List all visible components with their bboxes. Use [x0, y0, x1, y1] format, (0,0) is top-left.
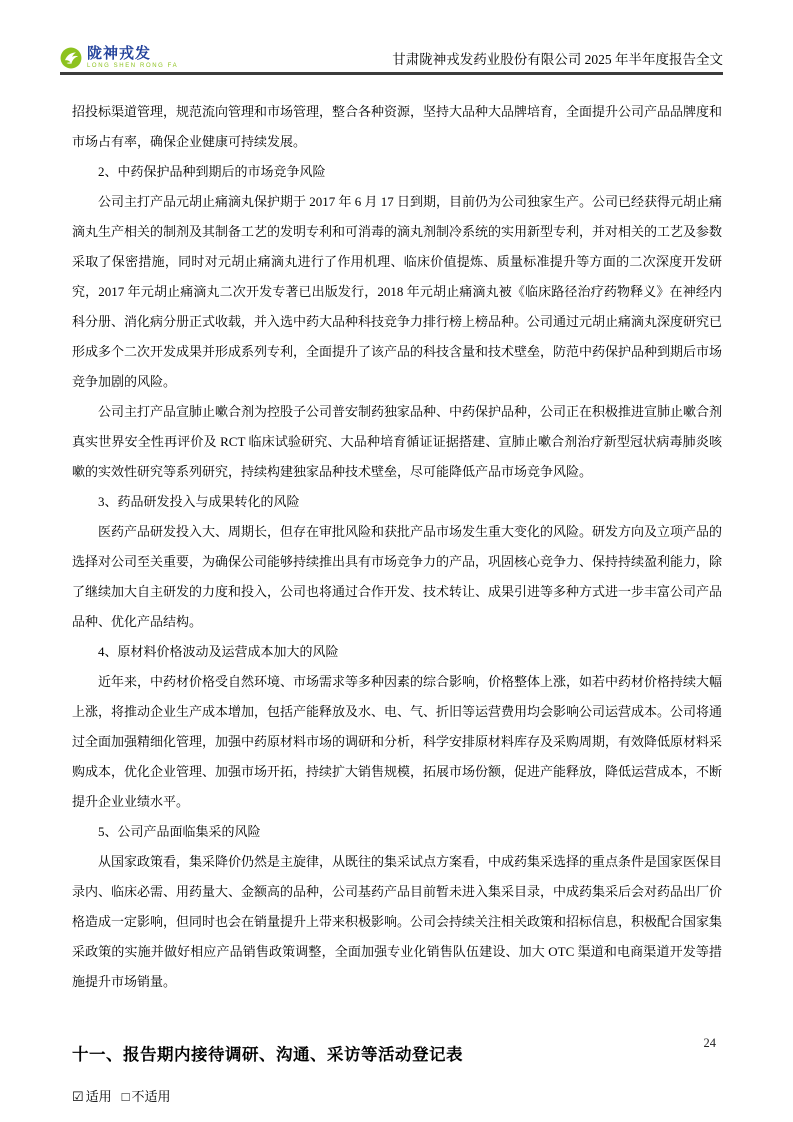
risk-subheading-5: 5、公司产品面临集采的风险 — [98, 824, 261, 839]
paragraph: 招投标渠道管理，规范流向管理和市场管理，整合各种资源，坚持大品种大品牌培育，全面提升公司产品品牌度和市场占有率，确保企业健康可持续发展。 — [72, 104, 723, 149]
report-body — [72, 97, 722, 1112]
company-logo — [60, 46, 178, 69]
risk-subheading-2: 2、中药保护品种到期后的市场竞争风险 — [98, 164, 326, 179]
not-applicable-label: 不适用 — [131, 1089, 171, 1104]
paragraph: 近年来，中药材价格受自然环境、市场需求等多种因素的综合影响，价格整体上涨，如若中药材价格持续大幅上涨，将推动企业生产成本增加，包括产能释放及水、电、气、折旧等运营费用均会影响公司运营成本。公司将通过全面加强精细化管理，加强中药原材料市场的调研和分析，科学安排原材料库存及采购周期，有效降低原材料采购成本，优化企业管理、加强市场开拓，持续扩大销售规模，拓展市场份额，促进产能释放，降低运营成本，不断提升企业业绩水平。 — [72, 674, 723, 809]
paragraph: 公司主打产品宣肺止嗽合剂为控股子公司普安制药独家品种、中药保护品种，公司正在积极推进宣肺止嗽合剂真实世界安全性再评价及 RCT 临床试验研究、大品种培育循证证据搭建、宣肺止嗽合剂治疗新型冠状病毒肺炎咳嗽的实效性研究等系列研究，持续构建独家品种技术壁垒，尽可能降低产品市场竞争风险。 — [72, 404, 723, 479]
paragraph: 公司主打产品元胡止痛滴丸保护期于 2017 年 6 月 17 日到期，目前仍为公司独家生产。公司已经获得元胡止痛滴丸生产相关的制剂及其制备工艺的发明专利和可消毒的滴丸剂制冷系统的实用新型专利，并对相关的工艺及参数采取了保密措施，同时对元胡止痛滴丸进行了作用机理、临床价值提炼、质量标准提升等方面的二次深度开发研究，2017 年元胡止痛滴丸二次开发专著已出版发行，2018 年元胡止痛滴丸被《临床路径治疗药物释义》在神经内科分册、消化病分册正式收载，并入选中药大品种科技竞争力排行榜上榜品种。公司通过元胡止痛滴丸深度研究已形成多个二次开发成果并形成系列专利，全面提升了该产品的科技含量和技术壁垒，防范中药保护品种到期后市场竞争加剧的风险。 — [72, 194, 723, 389]
brand-name-en: LONG SHEN RONG FA — [87, 63, 179, 69]
bird-logo-icon — [60, 47, 82, 69]
page-header — [60, 46, 723, 75]
not-applicable-option — [122, 1089, 171, 1104]
paragraph: 从国家政策看，集采降价仍然是主旋律，从既往的集采试点方案看，中成药集采选择的重点条件是国家医保目录内、临床必需、用药量大、金额高的品种，公司基药产品目前暂未进入集采目录，中成药集采后会对药品出厂价格造成一定影响，但同时也会在销量提升上带来积极影响。公司会持续关注相关政策和招标信息，积极配合国家集采政策的实施并做好相应产品销售政策调整，全面加强专业化销售队伍建设、加大 OTC 渠道和电商渠道开发等措施提升市场销量。 — [72, 854, 723, 989]
checkbox-checked-icon: ☑ — [72, 1089, 84, 1104]
section-heading: 十一、报告期内接待调研、沟通、采访等活动登记表 — [72, 1046, 463, 1064]
paragraph: 医药产品研发投入大、周期长，但存在审批风险和获批产品市场发生重大变化的风险。研发方向及立项产品的选择对公司至关重要，为确保公司能够持续推出具有市场竞争力的产品，巩固核心竞争力、保持持续盈利能力，除了继续加大自主研发的力度和投入，公司也将通过合作开发、技术转让、成果引进等多种方式进一步丰富公司产品品种、优化产品结构。 — [72, 524, 723, 629]
checkbox-unchecked-icon: □ — [121, 1089, 130, 1104]
brand-text — [87, 46, 178, 69]
page-number: 24 — [703, 1036, 716, 1050]
applicable-label: 适用 — [85, 1089, 112, 1104]
report-title: 甘肃陇神戎发药业股份有限公司 2025 年半年度报告全文 — [392, 52, 723, 67]
brand-name-cn: 陇神戎发 — [87, 45, 152, 62]
risk-subheading-4: 4、原材料价格波动及运营成本加大的风险 — [98, 644, 339, 659]
risk-subheading-3: 3、药品研发投入与成果转化的风险 — [98, 494, 300, 509]
applicability-row — [72, 1082, 722, 1112]
applicable-option — [72, 1089, 112, 1104]
